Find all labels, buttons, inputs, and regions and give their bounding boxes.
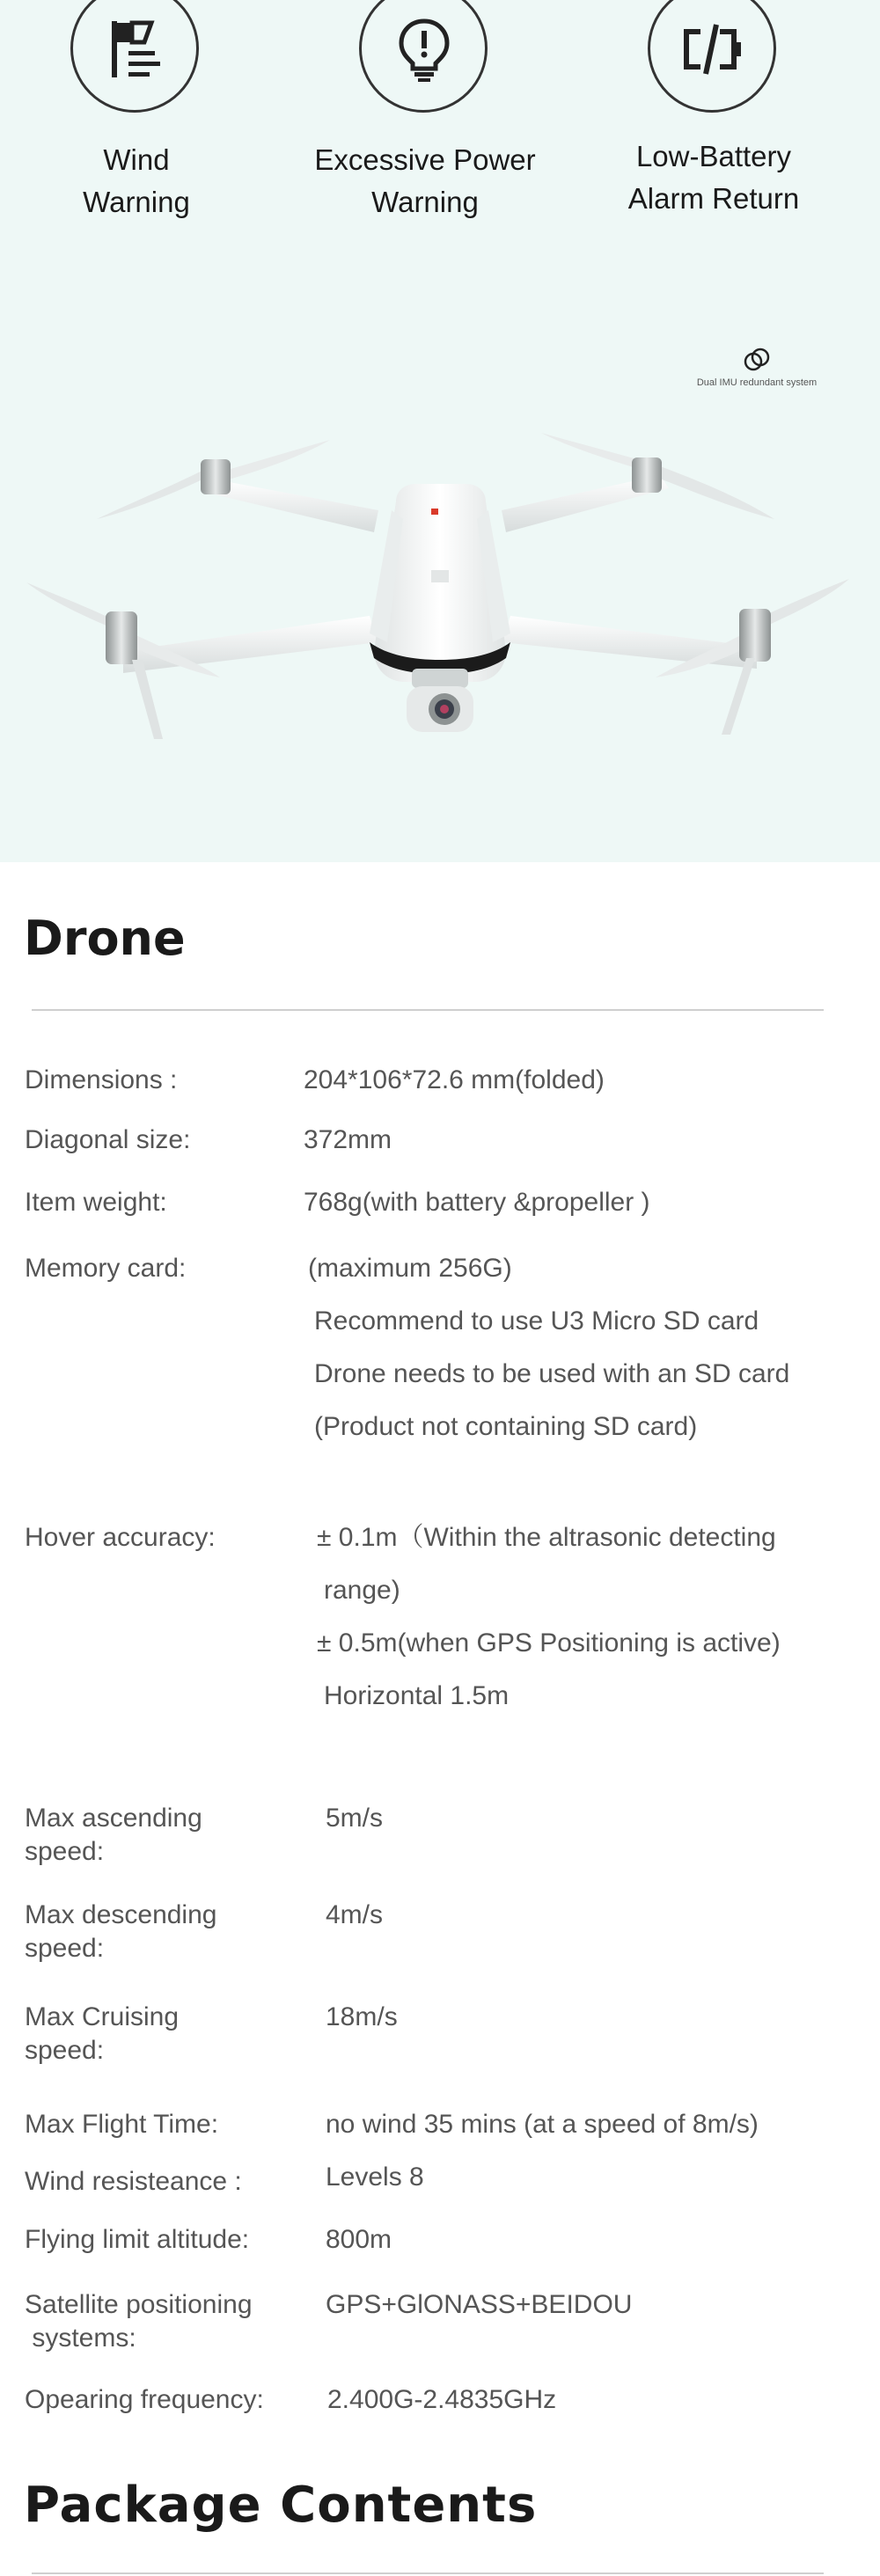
spec-value-altitude: 800m [326,2225,392,2254]
spec-label-line: speed: [25,1837,105,1866]
spec-label-flight-time: Max Flight Time: [25,2110,219,2139]
spec-value-line: range) [324,1576,400,1605]
battery-return-icon [679,16,746,83]
spec-label-ascending [25,1802,202,1869]
spec-label-line: Max descending [25,1900,217,1929]
spec-value-dimensions: 204*106*72.6 mm(folded) [304,1065,605,1094]
spec-label-weight: Item weight: [25,1188,167,1217]
drone-image [0,378,880,774]
imu-caption: Dual IMU redundant system [696,377,818,388]
spec-value-line: Horizontal 1.5m [324,1681,510,1710]
spec-value-hover [317,1511,781,1723]
feature-circle [359,0,488,113]
section-divider [32,1009,824,1011]
spec-note-line: Drone needs to be used with an SD card [314,1359,790,1388]
flag-icon [102,16,169,83]
spec-label-diagonal: Diagonal size: [25,1125,191,1154]
spec-label-line: Max ascending [25,1804,202,1833]
spec-label-cruising [25,2001,179,2067]
feature-label-line2: Alarm Return [627,182,800,215]
spec-value-frequency: 2.400G-2.4835GHz [327,2385,557,2414]
spec-note-line: (Product not containing SD card) [314,1412,698,1441]
spec-value-line: ± 0.1m（Within the altrasonic detecting [317,1523,776,1552]
lightbulb-warning-icon [391,16,458,83]
spec-label-wind: Wind resisteance : [25,2167,242,2196]
spec-label-hover: Hover accuracy: [25,1523,216,1552]
feature-label-line1: Excessive Power [314,143,536,176]
spec-value-wind: Levels 8 [326,2163,424,2192]
spec-value-descending: 4m/s [326,1900,384,1929]
section-divider [32,2572,824,2574]
spec-value-cruising: 18m/s [326,2002,398,2031]
dual-imu-icon [741,348,773,372]
spec-label-satellite [25,2288,253,2355]
spec-label-line: speed: [25,2036,105,2065]
feature-label-line2: Warning [83,186,190,218]
spec-value-satellite: GPS+GlONASS+BEIDOU [326,2290,633,2319]
spec-value-line: ± 0.5m(when GPS Positioning is active) [317,1628,781,1658]
spec-label-altitude: Flying limit altitude: [25,2225,250,2254]
spec-value-diagonal: 372mm [304,1125,392,1154]
spec-value-ascending: 5m/s [326,1804,384,1833]
section-title-package: Package Contents [24,2477,538,2534]
spec-value-weight: 768g(with battery &propeller ) [304,1188,650,1217]
spec-label-line: systems: [25,2324,136,2353]
spec-label-line: Max Cruising [25,2002,180,2031]
spec-note-line: Recommend to use U3 Micro SD card [314,1306,759,1336]
feature-hero [0,0,880,862]
section-title-drone: Drone [24,911,186,966]
spec-label-dimensions: Dimensions : [25,1065,178,1094]
feature-label-line1: Low-Battery [635,140,792,172]
feature-circle [648,0,776,113]
spec-label-descending [25,1899,216,1965]
feature-circle [70,0,199,113]
feature-label-line1: Wind [103,143,170,176]
spec-label-line: speed: [25,1934,105,1963]
spec-value-memory: (maximum 256G) [308,1254,512,1283]
spec-label-line: Satellite positioning [25,2290,253,2319]
spec-value-memory-notes [314,1295,789,1453]
spec-label-frequency: Opearing frequency: [25,2385,264,2414]
feature-label-line2: Warning [371,186,479,218]
spec-label-memory: Memory card: [25,1254,187,1283]
spec-value-flight-time: no wind 35 mins (at a speed of 8m/s) [326,2110,759,2139]
